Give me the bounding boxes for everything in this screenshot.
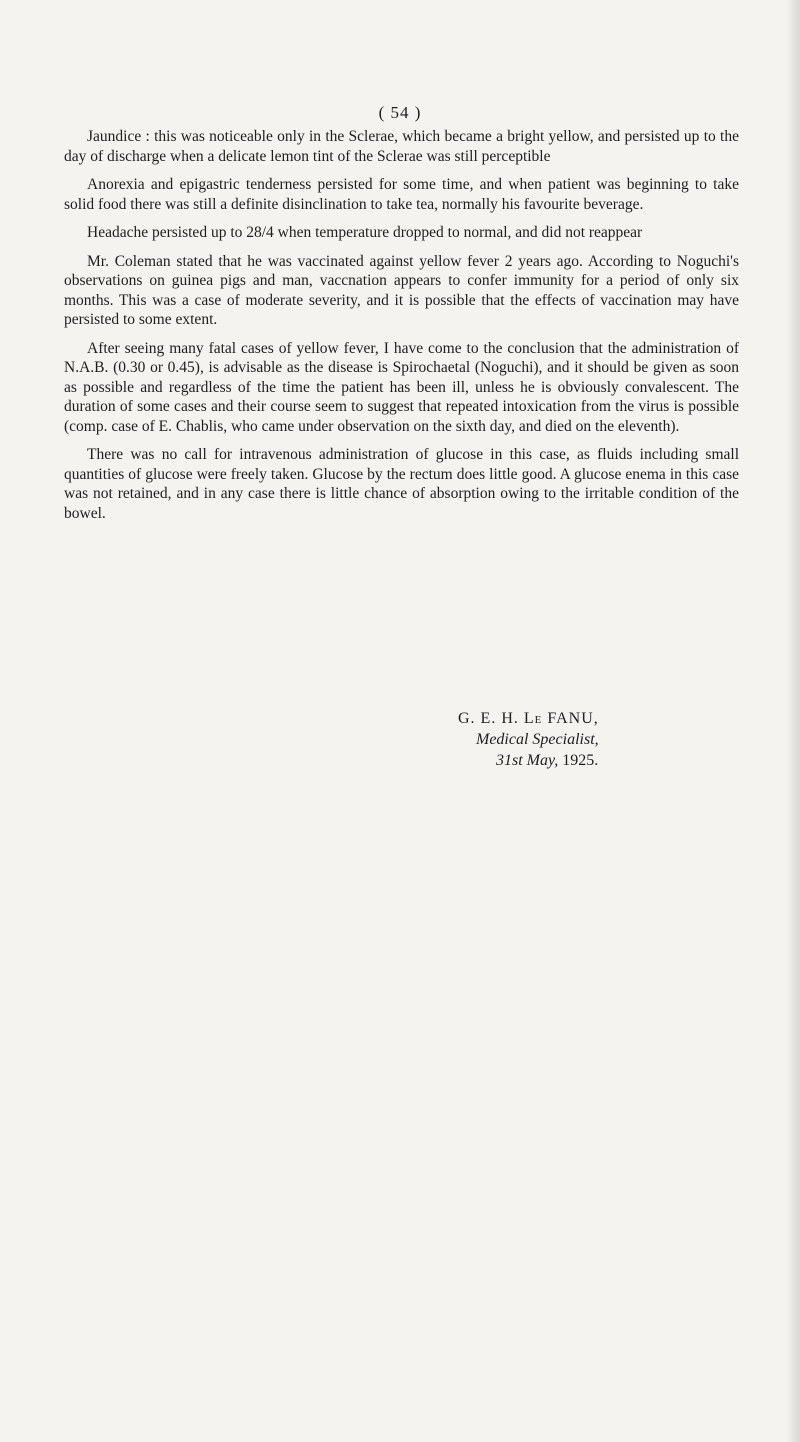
paragraph-anorexia: Anorexia and epigastric tenderness persisted for some time, and when patient was beginning to take solid food there was still a definite disinclination to take tea, normally his favourite beverage. [64,176,739,213]
paragraph-jaundice: Jaundice : this was noticeable only in the Sclerae, which became a bright yellow, and persisted up to the day of discharge when a delicate lemon tint of the Sclerae was still perceptible [64,128,739,165]
paragraph-nab-administration: After seeing many fatal cases of yellow fever, I have come to the conclusion that the administration of N.A.B. (0.30 or 0.45), is advisable as the disease is Spirochaetal (Noguchi), and it should be given as soon as possible and regardless of the time the patient has been ill, unless he is obviously convalescent. The duration of some cases and their course seem to suggest that repeated intoxication from the virus is possible (comp. case of E. Chablis, who came under observation on the sixth day, and died on the eleventh). [64,339,739,435]
page-edge-shadow [786,0,800,1442]
signature-date-year: 1925. [562,752,599,769]
signature-initials: G. E. H. [458,710,519,727]
signature-title: Medical Specialist, [476,731,599,748]
signature-date [496,750,758,771]
signature-surname: FANU, [547,710,599,727]
paragraph-headache: Headache persisted up to 28/4 when temperature dropped to normal, and did not reappear [87,224,643,241]
page-number: ( 54 ) [378,103,422,122]
signature-date-day: 31st May, [496,752,559,769]
signature-surname-prefix: Le [523,710,543,727]
body-text [64,127,739,532]
paragraph-vaccination: Mr. Coleman stated that he was vaccinated against yellow fever 2 years ago. According to Noguchi's observations on guinea pigs and man, vaccnation appears to confer immunity for a period of only six months. This was a case of moderate severity, and it is possible that the effects of vaccination may have persisted to some extent. [64,252,739,328]
paragraph-glucose: There was no call for intravenous administration of glucose in this case, as fluids including small quantities of glucose were freely taken. Glucose by the rectum does little good. A glucose enema in this case was not retained, and in any case there is little chance of absorption owing to the irritable condition of the bowel. [64,446,739,522]
signature-block [458,708,758,771]
signature-name [458,708,758,729]
